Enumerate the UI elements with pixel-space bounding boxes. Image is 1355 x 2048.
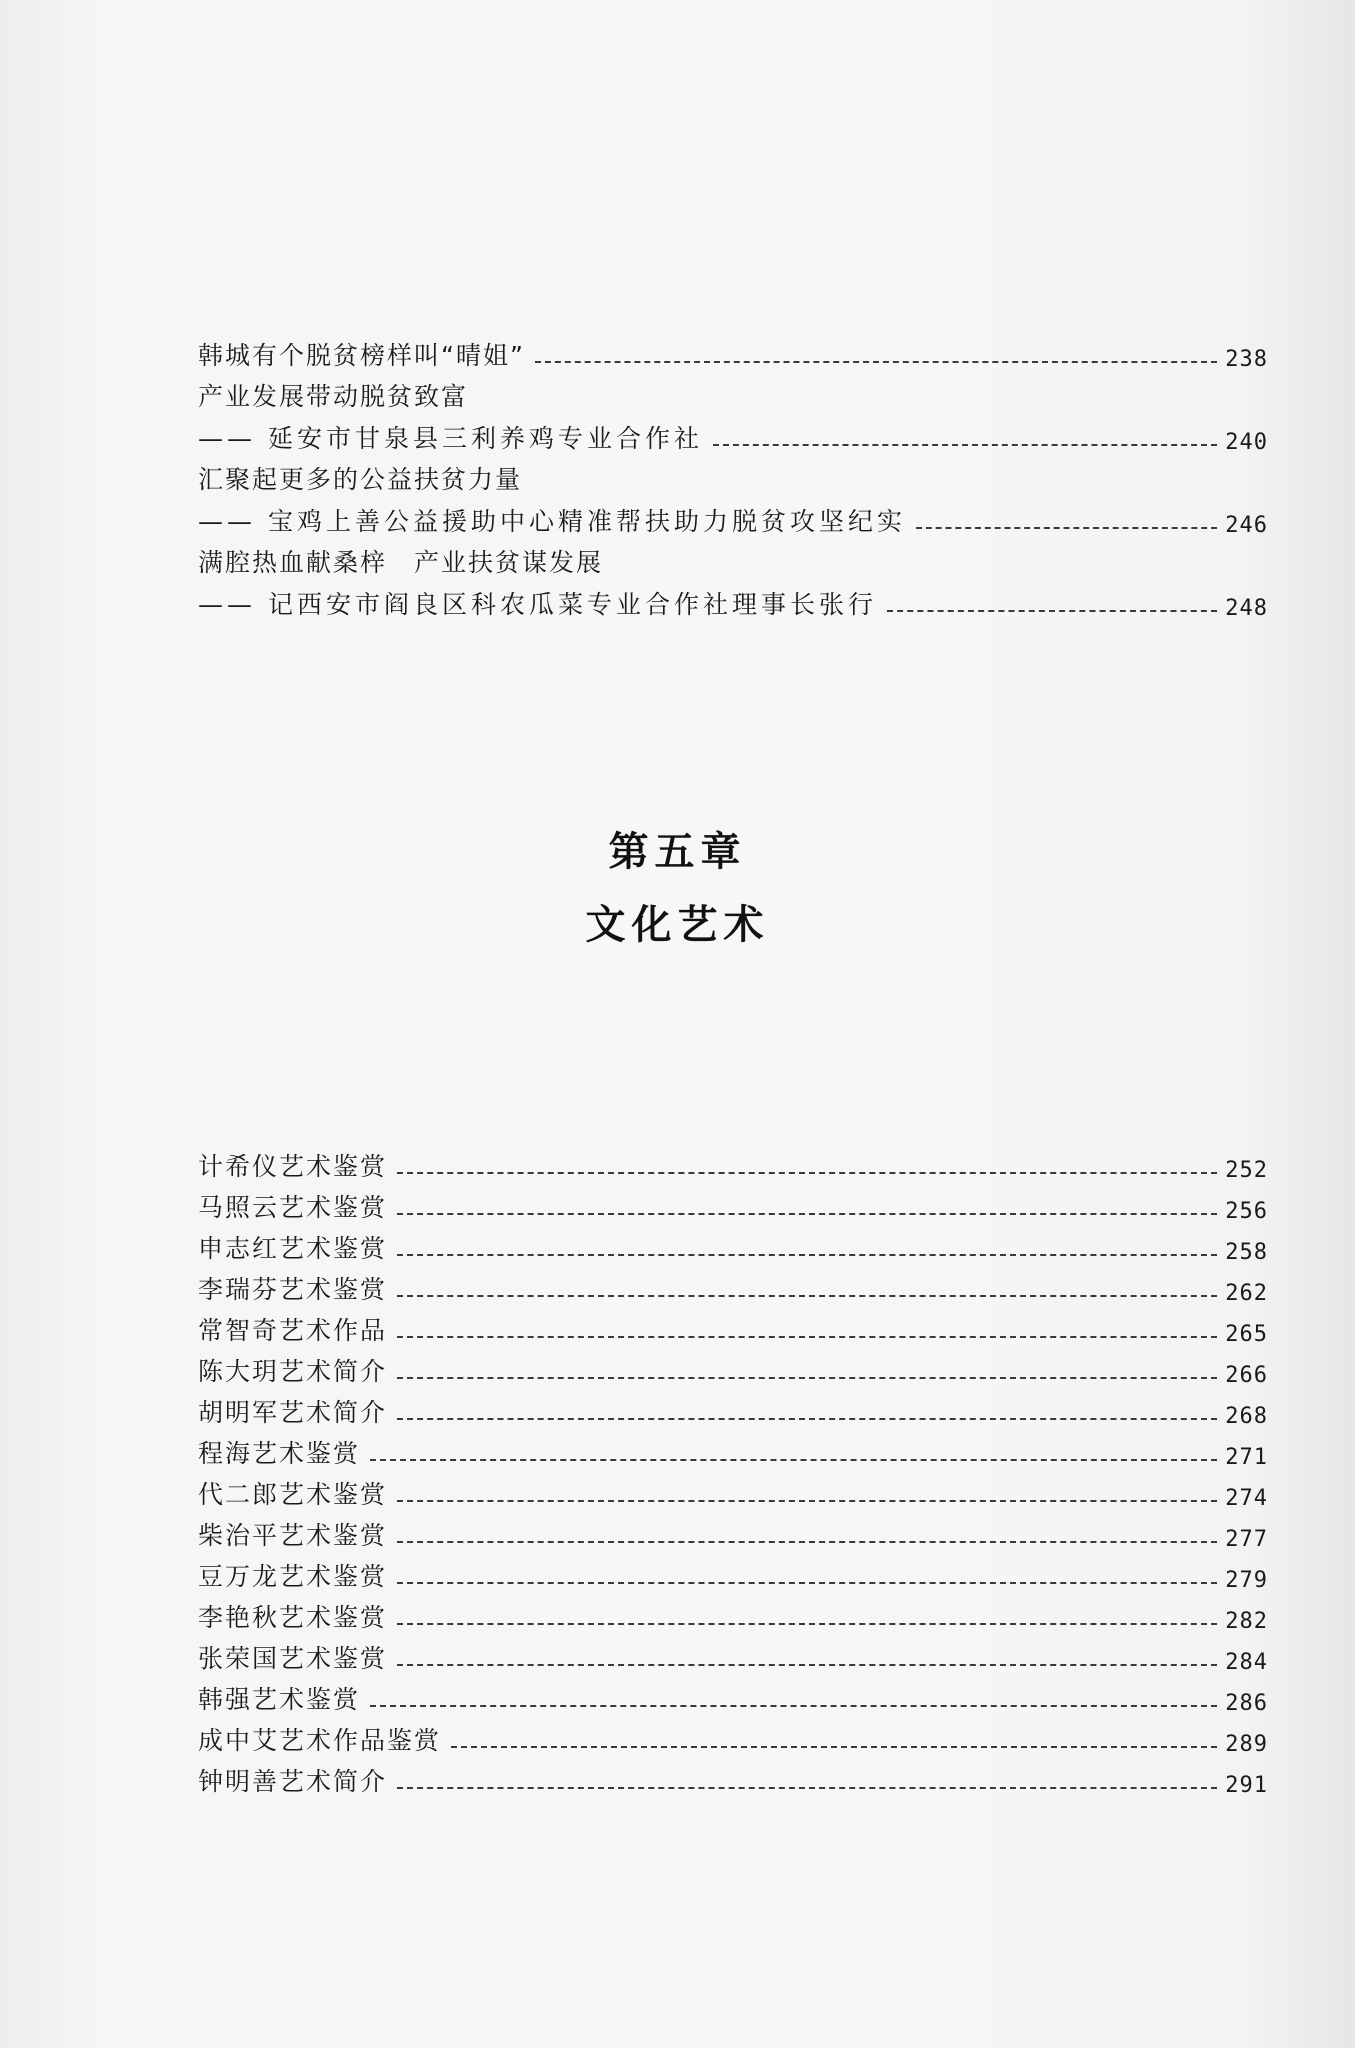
toc-entry-page: 252 [1225, 1158, 1268, 1183]
toc-entry[interactable] [198, 1265, 1268, 1306]
toc-entry-subtitle: —— 延安市甘泉县三利养鸡专业合作社 [198, 423, 703, 453]
toc-entry-title: 李艳秋艺术鉴赏 [198, 1603, 388, 1632]
chapter-number: 第五章 [608, 828, 747, 875]
toc-entry-subtitle-row[interactable] [198, 496, 1268, 538]
toc-entry-page: 246 [1225, 512, 1268, 538]
toc-entry[interactable] [198, 330, 1268, 372]
toc-entry-title: 马照云艺术鉴赏 [198, 1193, 388, 1222]
toc-entry-subtitle-row[interactable] [198, 413, 1268, 455]
dot-leader [916, 527, 1217, 529]
toc-entry-title: 常智奇艺术作品 [198, 1316, 388, 1345]
toc-entry[interactable] [198, 1757, 1268, 1798]
toc-entry[interactable] [198, 1593, 1268, 1634]
dot-leader [397, 1254, 1217, 1256]
dot-leader [713, 444, 1217, 446]
toc-entry-title: 汇聚起更多的公益扶贫力量 [198, 465, 523, 494]
toc-section-previous-chapter [198, 330, 1268, 621]
toc-entry-heading[interactable] [198, 455, 1268, 497]
dot-leader [397, 1418, 1217, 1420]
toc-entry-title: 成中艾艺术作品鉴赏 [198, 1726, 442, 1755]
dot-leader [397, 1623, 1217, 1625]
toc-entry-page: 266 [1225, 1363, 1268, 1388]
toc-entry[interactable] [198, 1470, 1268, 1511]
toc-entry-page: 265 [1225, 1322, 1268, 1347]
toc-entry-page: 284 [1225, 1650, 1268, 1675]
toc-entry-page: 271 [1225, 1445, 1268, 1470]
dot-leader [397, 1336, 1217, 1338]
toc-entry[interactable] [198, 1552, 1268, 1593]
toc-entry-title: 胡明军艺术简介 [198, 1398, 388, 1427]
dot-leader [451, 1746, 1217, 1748]
toc-entry-title: 申志红艺术鉴赏 [198, 1234, 388, 1263]
dot-leader [397, 1500, 1217, 1502]
toc-entry[interactable] [198, 1347, 1268, 1388]
dot-leader [397, 1787, 1217, 1789]
toc-entry-title: 韩城有个脱贫榜样叫“晴姐” [198, 340, 525, 370]
toc-entry-subtitle: —— 宝鸡上善公益援助中心精准帮扶助力脱贫攻坚纪实 [198, 506, 906, 536]
toc-entry-page: 256 [1225, 1199, 1268, 1224]
toc-entry-subtitle-row[interactable] [198, 579, 1268, 621]
dot-leader [397, 1582, 1217, 1584]
toc-entry-page: 268 [1225, 1404, 1268, 1429]
toc-entry-page: 282 [1225, 1609, 1268, 1634]
toc-entry-title: 计希仪艺术鉴赏 [198, 1152, 388, 1181]
toc-entry-page: 291 [1225, 1773, 1268, 1798]
toc-entry-title: 钟明善艺术简介 [198, 1767, 388, 1796]
dot-leader [397, 1541, 1217, 1543]
toc-entry[interactable] [198, 1716, 1268, 1757]
toc-entry-title: 陈大玥艺术简介 [198, 1357, 388, 1386]
dot-leader [397, 1295, 1217, 1297]
toc-entry[interactable] [198, 1634, 1268, 1675]
toc-entry-title: 李瑞芬艺术鉴赏 [198, 1275, 388, 1304]
toc-entry-heading[interactable] [198, 538, 1268, 580]
dot-leader [370, 1705, 1217, 1707]
toc-entry-page: 248 [1225, 595, 1268, 621]
toc-entry-page: 240 [1225, 429, 1268, 455]
dot-leader [887, 610, 1217, 612]
toc-entry[interactable] [198, 1142, 1268, 1183]
toc-entry-title: 韩强艺术鉴赏 [198, 1685, 361, 1714]
toc-entry-title: 产业发展带动脱贫致富 [198, 382, 469, 411]
toc-entry-title: 满腔热血献桑梓 产业扶贫谋发展 [198, 548, 604, 577]
toc-section-chapter-five [198, 1142, 1268, 1798]
toc-entry-page: 274 [1225, 1486, 1268, 1511]
toc-entry[interactable] [198, 1183, 1268, 1224]
toc-entry[interactable] [198, 1306, 1268, 1347]
toc-entry-page: 277 [1225, 1527, 1268, 1552]
dot-leader [397, 1172, 1217, 1174]
toc-entry-title: 代二郎艺术鉴赏 [198, 1480, 388, 1509]
toc-entry-page: 238 [1225, 346, 1268, 372]
toc-entry-title: 张荣国艺术鉴赏 [198, 1644, 388, 1673]
toc-entry[interactable] [198, 1224, 1268, 1265]
dot-leader [535, 361, 1217, 363]
chapter-title: 文化艺术 [585, 901, 770, 948]
toc-entry-title: 程海艺术鉴赏 [198, 1439, 361, 1468]
dot-leader [370, 1459, 1217, 1461]
toc-entry[interactable] [198, 1511, 1268, 1552]
toc-entry-page: 279 [1225, 1568, 1268, 1593]
toc-entry[interactable] [198, 1388, 1268, 1429]
toc-entry-title: 豆万龙艺术鉴赏 [198, 1562, 388, 1591]
toc-entry-subtitle: —— 记西安市阎良区科农瓜菜专业合作社理事长张行 [198, 589, 877, 619]
toc-entry-page: 286 [1225, 1691, 1268, 1716]
toc-entry-heading[interactable] [198, 372, 1268, 414]
toc-entry-page: 258 [1225, 1240, 1268, 1265]
toc-entry[interactable] [198, 1675, 1268, 1716]
toc-entry[interactable] [198, 1429, 1268, 1470]
dot-leader [397, 1377, 1217, 1379]
dot-leader [397, 1664, 1217, 1666]
dot-leader [397, 1213, 1217, 1215]
toc-entry-page: 289 [1225, 1732, 1268, 1757]
toc-entry-page: 262 [1225, 1281, 1268, 1306]
toc-entry-title: 柴治平艺术鉴赏 [198, 1521, 388, 1550]
